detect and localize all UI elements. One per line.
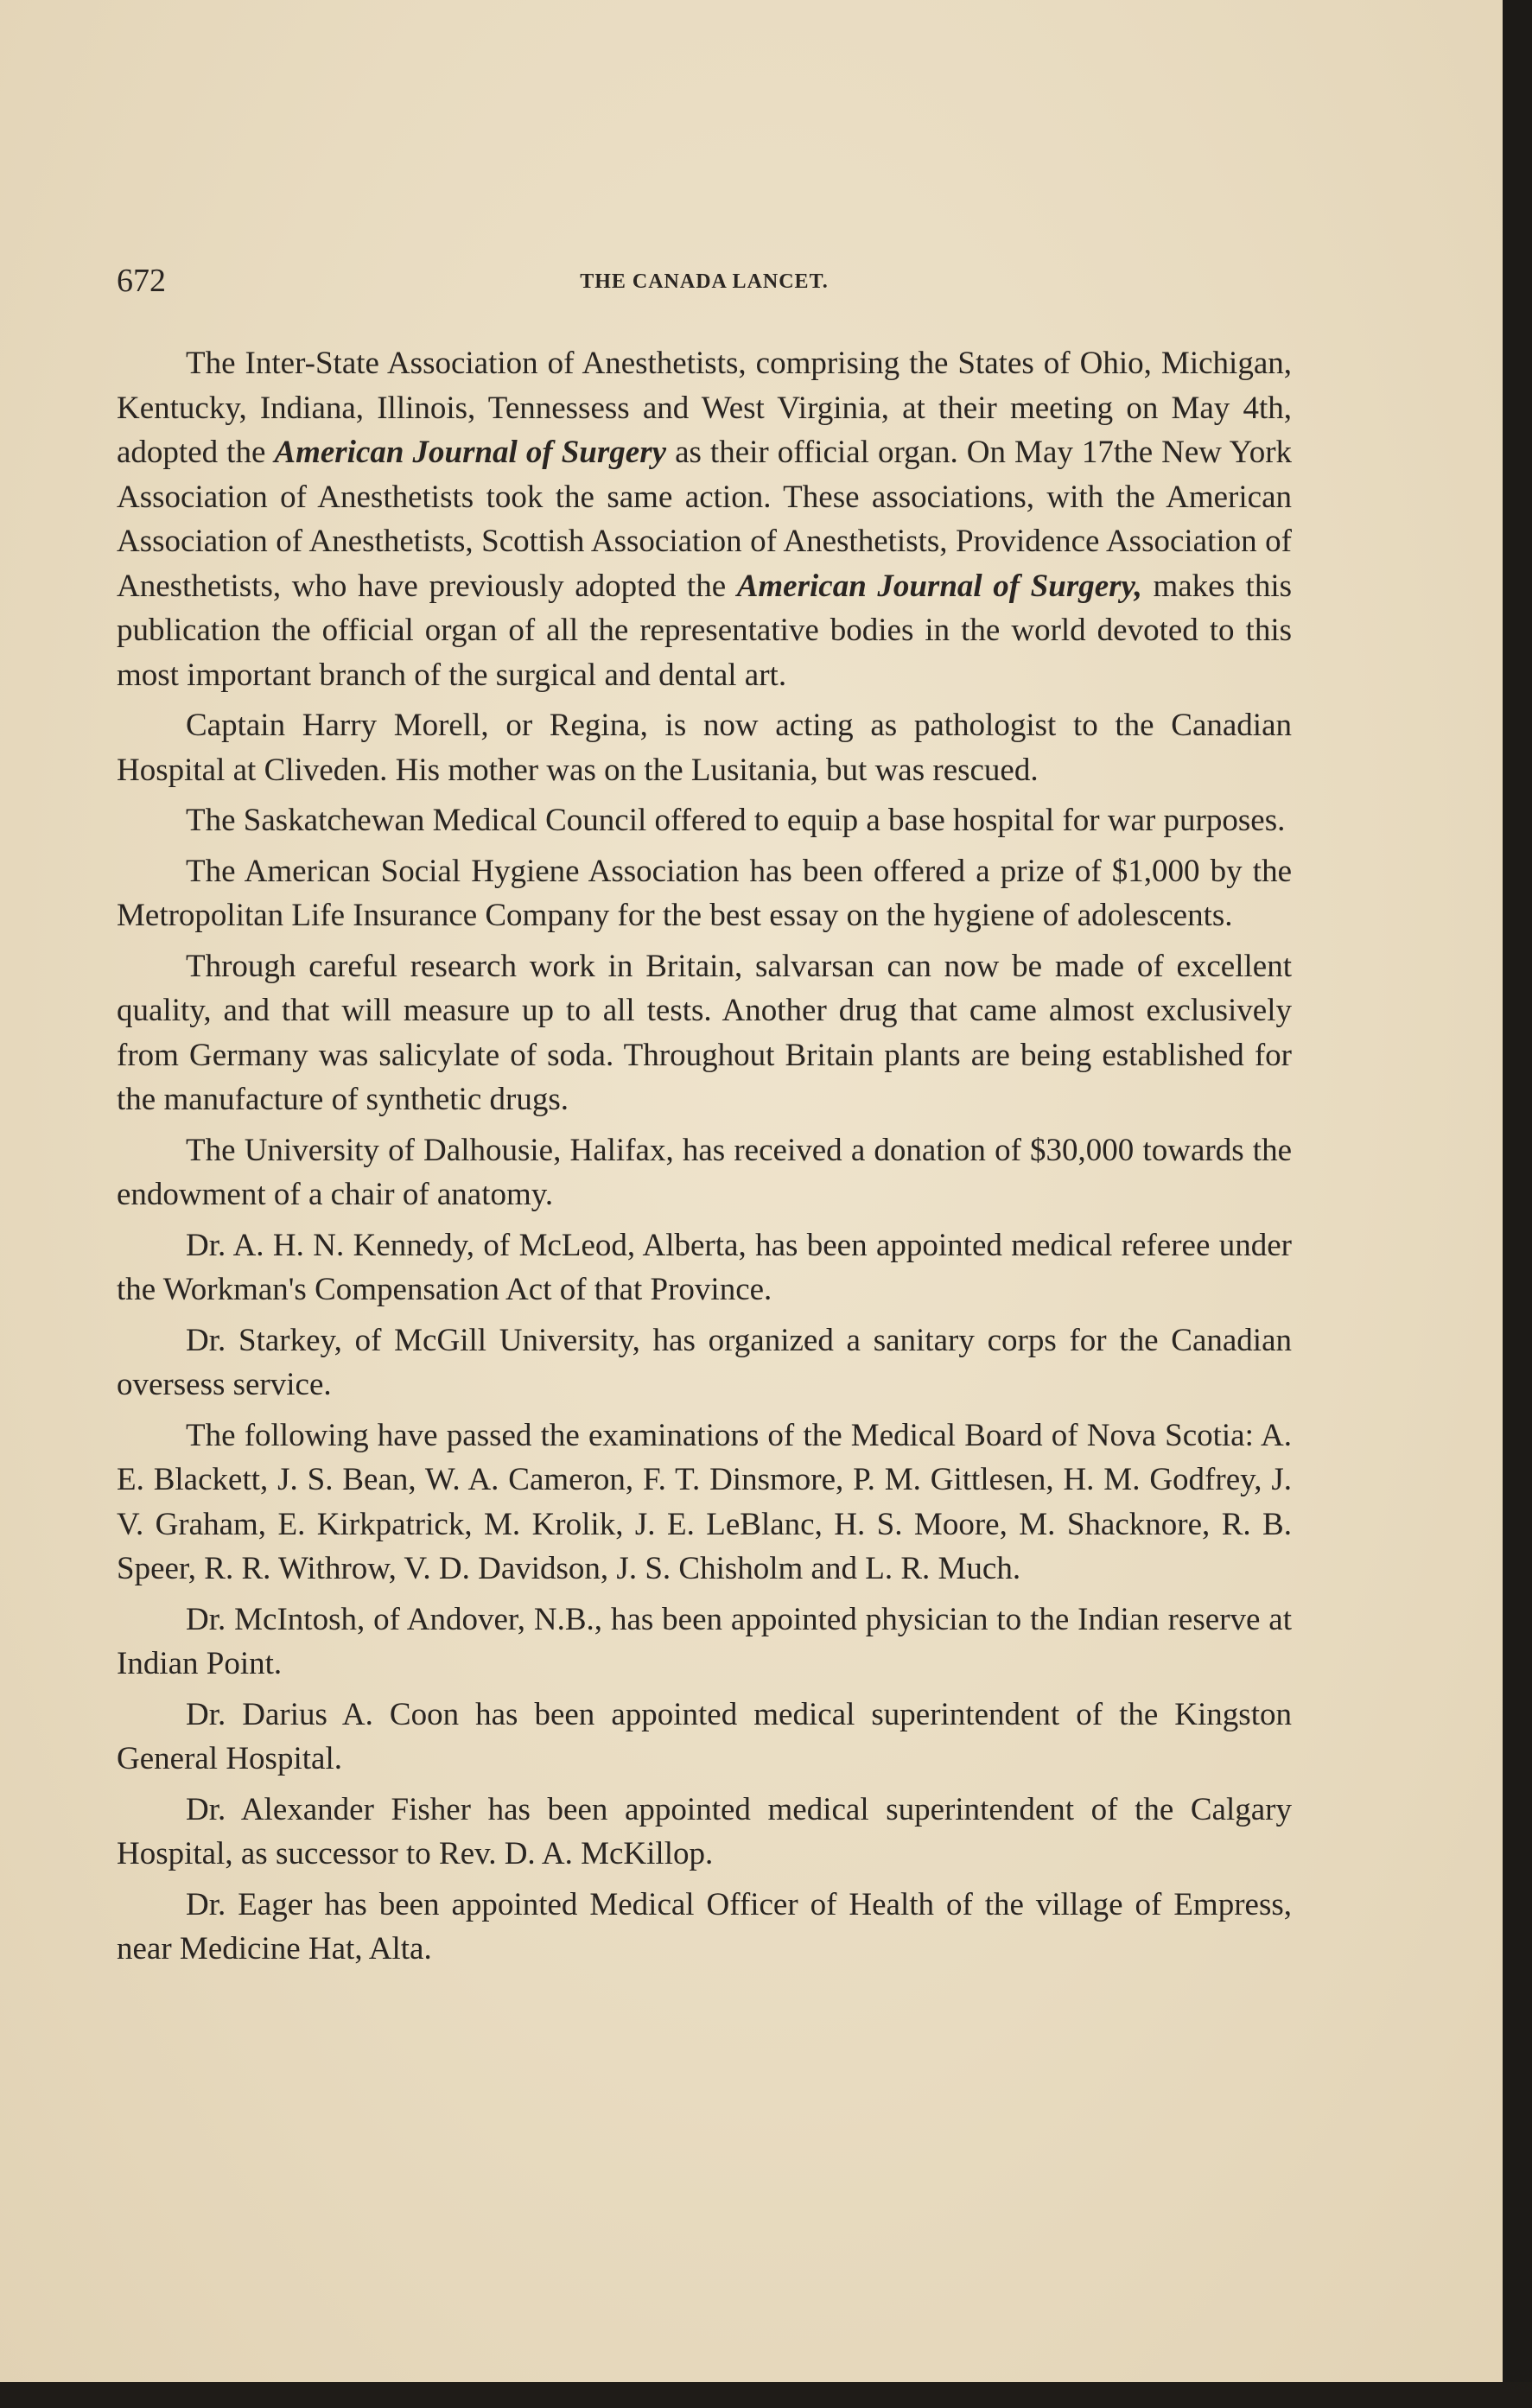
paragraph-kennedy: Dr. A. H. N. Kennedy, of McLeod, Alberta, has been appointed medical referee under the Workman's Compensation Act of that Province.	[117, 1227, 1292, 1307]
article-body	[117, 341, 1292, 1978]
journal-title: American Journal of Surgery,	[736, 568, 1142, 604]
paragraph-text: The Inter-State Association of Anesthetists, comprising the States of Ohio, Michigan, Kentucky, Indiana, Illinois, Tennessess and West Virginia, at their meeting on May 4th, adopted the	[117, 346, 1292, 470]
paragraph-salvarsan: Through careful research work in Britain, salvarsan can now be made of excellent quality, and that will measure up to all tests. Another drug that came almost exclusively from Germany was salicylate of soda. Throughout Britain plants are being established for the manufacture of synthetic drugs.	[117, 948, 1292, 1117]
paragraph-starkey: Dr. Starkey, of McGill University, has organized a sanitary corps for the Canadian oversess service.	[117, 1322, 1292, 1402]
paragraph-saskatchewan: The Saskatchewan Medical Council offered to equip a base hospital for war purposes.	[186, 803, 1286, 838]
paragraph-fisher: Dr. Alexander Fisher has been appointed medical superintendent of the Calgary Hospital, as successor to Rev. D. A. McKillop.	[117, 1791, 1292, 1871]
page-header	[117, 259, 1292, 302]
paragraph-text: makes this publication the official organ of all the representative bodies in the world devoted to this most important branch of the surgical and dental art.	[117, 568, 1293, 693]
paragraph-hygiene-prize: The American Social Hygiene Association has been offered a prize of $1,000 by the Metropolitan Life Insurance Company for the best essay on the hygiene of adolescents.	[117, 853, 1292, 933]
paragraph-anesthetists	[117, 341, 1292, 697]
paragraph-dalhousie: The University of Dalhousie, Halifax, has received a donation of $30,000 towards the endowment of a chair of anatomy.	[117, 1132, 1292, 1212]
page-edge-shadow-right	[1503, 0, 1532, 2408]
paragraph-coon: Dr. Darius A. Coon has been appointed medical superintendent of the Kingston General Hospital.	[117, 1696, 1292, 1776]
paragraph-eager: Dr. Eager has been appointed Medical Officer of Health of the village of Empress, near Medicine Hat, Alta.	[117, 1886, 1292, 1966]
paragraph-text: as their official organ. On May 17the New York Association of Anesthetists took the same action. These associations, with the American Association of Anesthetists, Scottish Association of Anesthetists, Providence Association of Anesthetists, who have previously adopted the	[117, 435, 1293, 604]
paragraph-morell: Captain Harry Morell, or Regina, is now acting as pathologist to the Canadian Hospital at Cliveden. His mother was on the Lusitania, but was rescued.	[117, 708, 1292, 788]
journal-title: American Journal of Surgery	[274, 435, 667, 470]
running-head: THE CANADA LANCET.	[580, 270, 829, 293]
page-edge-shadow-bottom	[0, 2382, 1532, 2408]
page-number: 672	[117, 263, 166, 299]
paragraph-mcintosh: Dr. McIntosh, of Andover, N.B., has been appointed physician to the Indian reserve at Indian Point.	[117, 1601, 1292, 1681]
paragraph-nova-scotia: The following have passed the examinations of the Medical Board of Nova Scotia: A. E. Blackett, J. S. Bean, W. A. Cameron, F. T. Dinsmore, P. M. Gittlesen, H. M. Godfrey, J. V. Graham, E. Kirkpatrick, M. Krolik, J. E. LeBlanc, H. S. Moore, M. Shacknore, R. B. Speer, R. R. Withrow, V. D. Davidson, J. S. Chisholm and L. R. Much.	[117, 1417, 1292, 1586]
